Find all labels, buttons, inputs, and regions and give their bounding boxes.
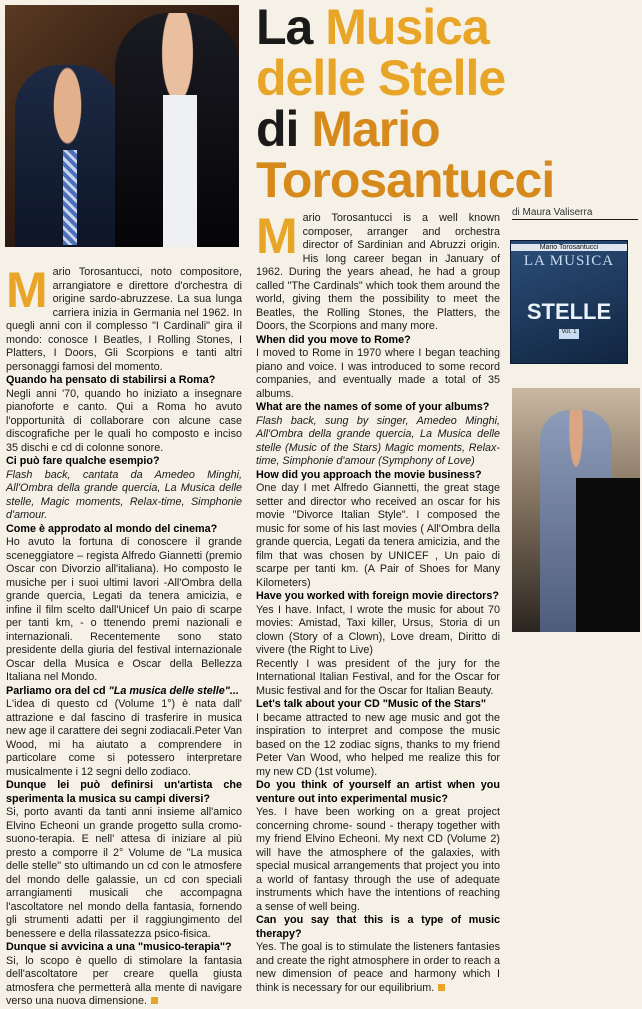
paragraph	[256, 208, 500, 334]
paragraph-text: ario Torosantucci, noto compositore, arrangiatore e direttore d'orchestra di origine sardo-abruzzese. La sua lunga carriera inizia in Germania nel 1962. In quegli anni con il complesso "I Cardinali" gira il mondo: conosce I Beatles, I Rolling Stones, I Platters, I Doors, Gli Scorpions e tanti altri personaggi famosi del momento.	[6, 266, 242, 373]
answer: Flash back, cantata da Amedeo Minghi, All'Ombra della grande quercia, La Musica delle stelle, Magic moments, Relax-time, Simphonie d'amour.	[6, 468, 242, 521]
question: Dunque lei può definirsi un'artista che sperimenta la musica su campi diversi?	[6, 779, 242, 805]
drop-cap: M	[6, 262, 48, 318]
title-part: Musica	[325, 0, 489, 55]
drop-cap: M	[256, 208, 298, 264]
article-title	[256, 2, 636, 206]
answer: Negli anni '70, quando ho iniziato a insegnare pianoforte e canto. Qui a Roma ho avuto l'opportunità di collaborare con alcune case discografiche per le quali ho composto e inciso 35 dischi e cd di colonne sonore.	[6, 387, 242, 454]
paragraph	[6, 262, 242, 374]
answer	[256, 941, 500, 995]
question: Quando ha pensato di stabilirsi a Roma?	[6, 374, 216, 386]
question	[6, 685, 242, 699]
photo-two-men	[5, 5, 239, 247]
cd-title-stars: STELLE	[526, 299, 612, 324]
question: When did you move to Rome?	[256, 333, 411, 346]
question: Have you worked with foreign movie directors?	[256, 590, 499, 602]
answer: I became attracted to new age music and got the inspiration to interpret and compose the music based on the 12 zodiac signs, thanks to my friend Peter Van Wood, who helped me realize this for my new CD (1st volume).	[256, 711, 500, 778]
title-part: di	[256, 101, 312, 157]
byline: di Maura Valiserra	[512, 207, 638, 220]
photo-piano	[576, 478, 640, 632]
title-part: Mario	[311, 101, 440, 157]
question-part: "La musica delle stelle"...	[108, 684, 239, 697]
answer: L'idea di questo cd (Volume 1°) è nata dall' attrazione e dal fascino di trasferire in musica new age il carattere dei segni zodiacali.Peter Van Wood, mi ha aiutato a comprendere in particolare come si potessero interpretare musicalmente i 12 segni dello zodiaco.	[6, 698, 242, 778]
question: Let's talk about your CD "Music of the Stars"	[256, 698, 486, 710]
answer: Yes. I have been working on a great project concerning chrome- sound - therapy together with my friend Elvino Echeoni. My next CD (Volume 2) will have the atmosphere of the galaxies, with special musical arrangements that project you into a world of fantasy through the use of adequate instruments which have the intentions of reaching a sense of well being.	[256, 806, 500, 913]
photo-tie	[63, 150, 77, 245]
answer: One day I met Alfredo Giannetti, the great stage setter and director who received an oscar for his movie "Divorce Italian Style". I composed the music for some of his last movies ( All'Ombra della grande quercia, Legati da tenera amicizia, and the film that was chosen by UNICEF , Un paio di scarpe per tanti km. (A Pair of Shoes for Many Kilometers)	[256, 482, 500, 589]
italian-column	[6, 262, 242, 1009]
answer-text: Si, lo scopo è quello di stimolare la fantasia dell'ascoltatore per creare quella giusta atmosfera che permetterà alla mente di navigare verso una nuova dimensione.	[6, 954, 242, 1007]
question: Come è approdato al mondo del cinema?	[6, 522, 218, 535]
answer-text: Yes. The goal is to stimulate the listeners fantasies and create the right atmosphere in order to reach a new dimension of peace and harmony which I think is necessary for our equilibrium.	[256, 941, 500, 994]
end-square-icon	[438, 984, 445, 991]
cd-volume: Vol. 1	[559, 329, 579, 339]
answer: Yes I have. Infact, I wrote the music for about 70 movies: Amistad, Taxi killer, Ursus, Storia di un clown (Story of a Clown), Love dream, Diritto di vivere (the Right to Live)	[256, 603, 500, 656]
answer: I moved to Rome in 1970 where I began teaching piano and voice. I was introduced to some record companies, and eventually made a total of 35 albums.	[256, 347, 500, 400]
cd-title-top: LA MUSICA	[523, 253, 615, 269]
title-part: La	[256, 0, 326, 55]
photo-shirt	[163, 95, 197, 247]
end-square-icon	[151, 997, 158, 1004]
answer	[6, 955, 242, 1009]
title-part: Torosantucci	[256, 152, 555, 208]
question: What are the names of some of your albums?	[256, 401, 490, 413]
answer: Ho avuto la fortuna di conoscere il grande sceneggiatore – regista Alfredo Giannetti (premio Oscar con Divorzio all'italiana). Ho composto le musiche per i suoi ultimi lavori -All'Ombra della grande quercia, Legati da tenera amicizia, e infine il film scelto dall'Unicef Un paio di scarpe per tanti km, - o ttenendo premi nazionali e internazionali. Recentemente sono stato presidente della giuria del festival internazionale Oscar della Musica e Oscar della Bellezza Italiana nel Mondo.	[6, 536, 242, 683]
question: How did you approach the movie business?	[256, 468, 482, 481]
question-part: Parliamo ora del cd	[6, 684, 109, 697]
cd-artist: Mario Torosantucci	[511, 244, 627, 251]
question: Ci può fare qualche esempio?	[6, 455, 160, 467]
answer: Flash back, sung by singer, Amedeo Minghi, All'Ombra della grande quercia, La Musica delle stelle (Music of the Stars) Magic moments, Relax-time, Simphonie d'amour (Symphony of Love)	[256, 414, 500, 467]
title-part: delle Stelle	[256, 50, 506, 106]
paragraph-text: ario Torosantucci is a well known composer, arranger and orchestra director of Sardinian and Abruzzi origin. His long career began in January of 1962. During the years ahead, he had a group called "The Cardinals" which took them around the world, giving them the possibility to meet the Beatles, the Rolling Stones, the Platters, the Doors, the Scorpions and many more.	[256, 212, 500, 332]
question: Dunque si avvicina a una "musico-terapia"?	[6, 941, 232, 953]
answer: Si, porto avanti da tanti anni insieme all'amico Elvino Echeoni un grande progetto sulla cromo-suono-terapia. E nell' attesa di iniziare al più presto a comporre il 2° Volume de "La musica delle stelle" sto ultimando un cd con le atmosfere del mondo delle galassie, un cd con speciali arrangiamenti musicali che accompagna l'ascoltatore nel mondo della fantasia, fornendo gli strumenti adatti per il raggiungimento del benessere e della rilassatezza psico-fisica.	[6, 806, 242, 940]
question: Do you think of yourself an artist when you venture out into experimental music?	[256, 779, 500, 805]
photo-man-piano	[512, 388, 640, 632]
answer: Recently I was president of the jury for the International Italian Festival, and for the Oscar for Music festival and for the Oscar for Italian Beauty.	[256, 657, 500, 697]
question: Can you say that this is a type of music therapy?	[256, 914, 500, 940]
cd-cover-image	[510, 240, 628, 364]
english-column	[256, 208, 500, 995]
